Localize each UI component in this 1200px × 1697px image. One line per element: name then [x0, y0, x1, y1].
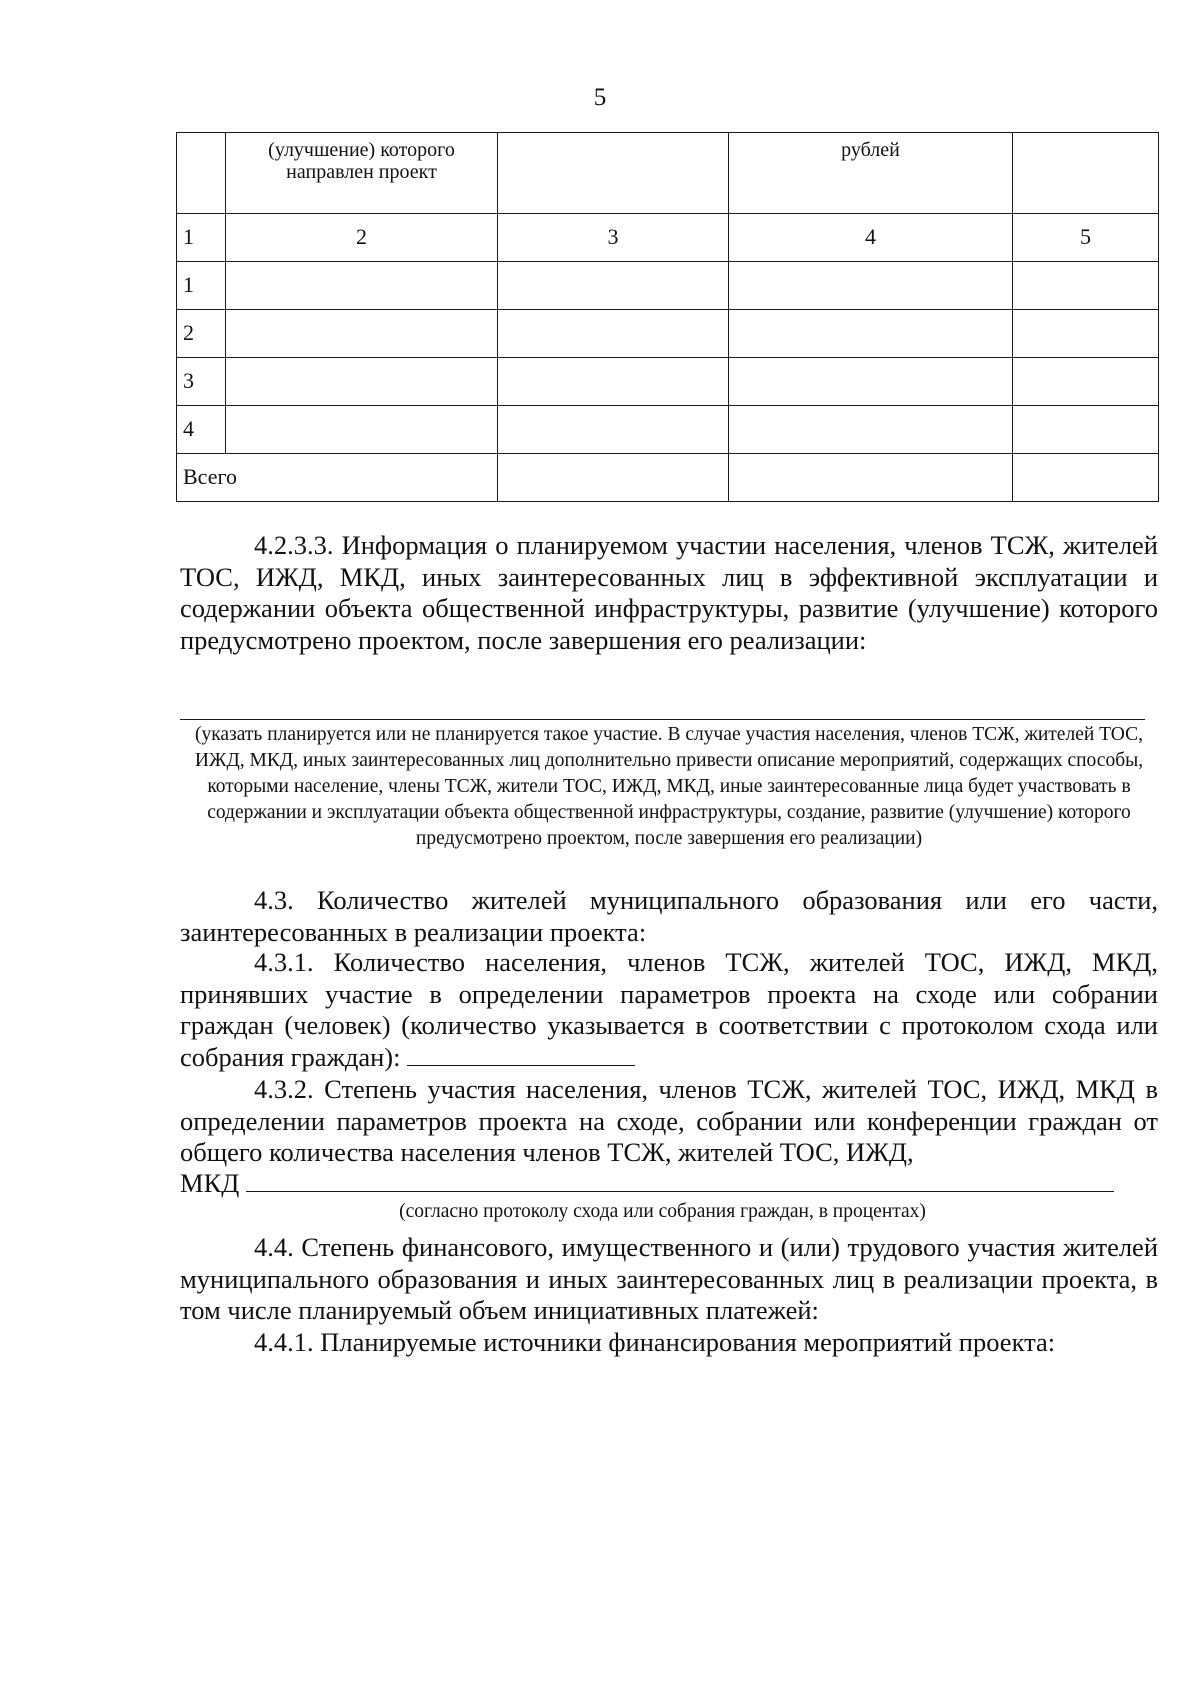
section-4-3-2: 4.3.2. Степень участия населения, членов ТСЖ, жителей ТОС, ИЖД, МКД в определении параметров проекта на сходе, собрании или конференции граждан от общего количества населения членов ТСЖ, жителей ТОС, ИЖД, [180, 1074, 1158, 1167]
header-cell-3 [498, 133, 729, 214]
total-row [177, 454, 1159, 502]
total-label: Всего [177, 454, 498, 502]
row-number: 2 [177, 310, 226, 358]
section-4-4: 4.4. Степень финансового, имущественного и (или) трудового участия жителей муниципального образования и иных заинтересованных лиц в реализации проекта, в том числе планируемый объем инициативных платежей: [180, 1232, 1158, 1325]
header-cell-4: рублей [729, 133, 1013, 214]
section-4-3-2-end-text: МКД [180, 1168, 240, 1198]
note-percent: (согласно протоколу схода или собрания граждан, в процентах) [399, 1201, 926, 1222]
row-number: 4 [177, 406, 226, 454]
table-row [177, 406, 1159, 454]
table-cell [1013, 310, 1159, 358]
row-number: 1 [177, 262, 226, 310]
table-cell [498, 358, 729, 406]
table-header-row [177, 133, 1159, 214]
table-cell [226, 358, 498, 406]
row-number: 3 [177, 358, 226, 406]
table-cell [226, 310, 498, 358]
table-cell [498, 406, 729, 454]
column-number: 4 [729, 214, 1013, 262]
table-cell [1013, 358, 1159, 406]
table-cell [1013, 454, 1159, 502]
column-number: 1 [177, 214, 226, 262]
table-row [177, 310, 1159, 358]
column-number: 5 [1013, 214, 1159, 262]
table-cell [226, 262, 498, 310]
table-cell [1013, 406, 1159, 454]
section-4-4-1: 4.4.1. Планируемые источники финансирования мероприятий проекта: [254, 1327, 1056, 1357]
table-cell [1013, 262, 1159, 310]
table-cell [729, 358, 1013, 406]
data-table [176, 132, 1159, 502]
section-4-3-1 [180, 947, 1158, 1073]
table-row [177, 358, 1159, 406]
table-cell [729, 406, 1013, 454]
page-number: 5 [593, 84, 607, 111]
fill-in-blank [407, 1045, 635, 1066]
fill-in-blank [246, 1171, 1114, 1192]
table-cell [729, 454, 1013, 502]
table-cell [498, 454, 729, 502]
table-cell [729, 310, 1013, 358]
header-cell-2: (улучшение) которого направлен проект [226, 133, 498, 214]
table-row [177, 262, 1159, 310]
column-number: 2 [226, 214, 498, 262]
column-number: 3 [498, 214, 729, 262]
table-cell [498, 262, 729, 310]
section-4-3: 4.3. Количество жителей муниципального образования или его части, заинтересованных в реализации проекта: [180, 885, 1158, 947]
header-cell-5 [1013, 133, 1159, 214]
column-numbers-row [177, 214, 1159, 262]
section-4-3-2-end [180, 1168, 1158, 1200]
note-participation: (указать планируется или не планируется такое участие. В случае участия населения, членов ТСЖ, жителей ТОС, ИЖД, МКД, иных заинтересованных лиц дополнительно привести описание мероприятий, содержащих способы, которыми население, члены ТСЖ, жители ТОС, ИЖД, МКД, иные заинтересованные лица будет участвовать в содержании и эксплуатации объекта общественной инфраструктуры, создание, развитие (улучшение) которого предусмотрено проектом, после завершения его реализации) [194, 724, 1144, 849]
section-4-3-1-text: 4.3.1. Количество населения, членов ТСЖ, жителей ТОС, ИЖД, МКД, принявших участие в определении параметров проекта на сходе или собрании граждан (человек) (количество указывается в соответствии с протоколом схода или собрания граждан): [180, 947, 1158, 1072]
section-4-2-3-3: 4.2.3.3. Информация о планируемом участии населения, членов ТСЖ, жителей ТОС, ИЖД, МКД, иных заинтересованных лиц в эффективной эксплуатации и содержании объекта общественной инфраструктуры, развитие (улучшение) которого предусмотрено проектом, после завершения его реализации: [180, 530, 1158, 655]
header-cell-1 [177, 133, 226, 214]
table-cell [498, 310, 729, 358]
table-cell [226, 406, 498, 454]
table-cell [729, 262, 1013, 310]
fill-in-line [180, 719, 1145, 720]
